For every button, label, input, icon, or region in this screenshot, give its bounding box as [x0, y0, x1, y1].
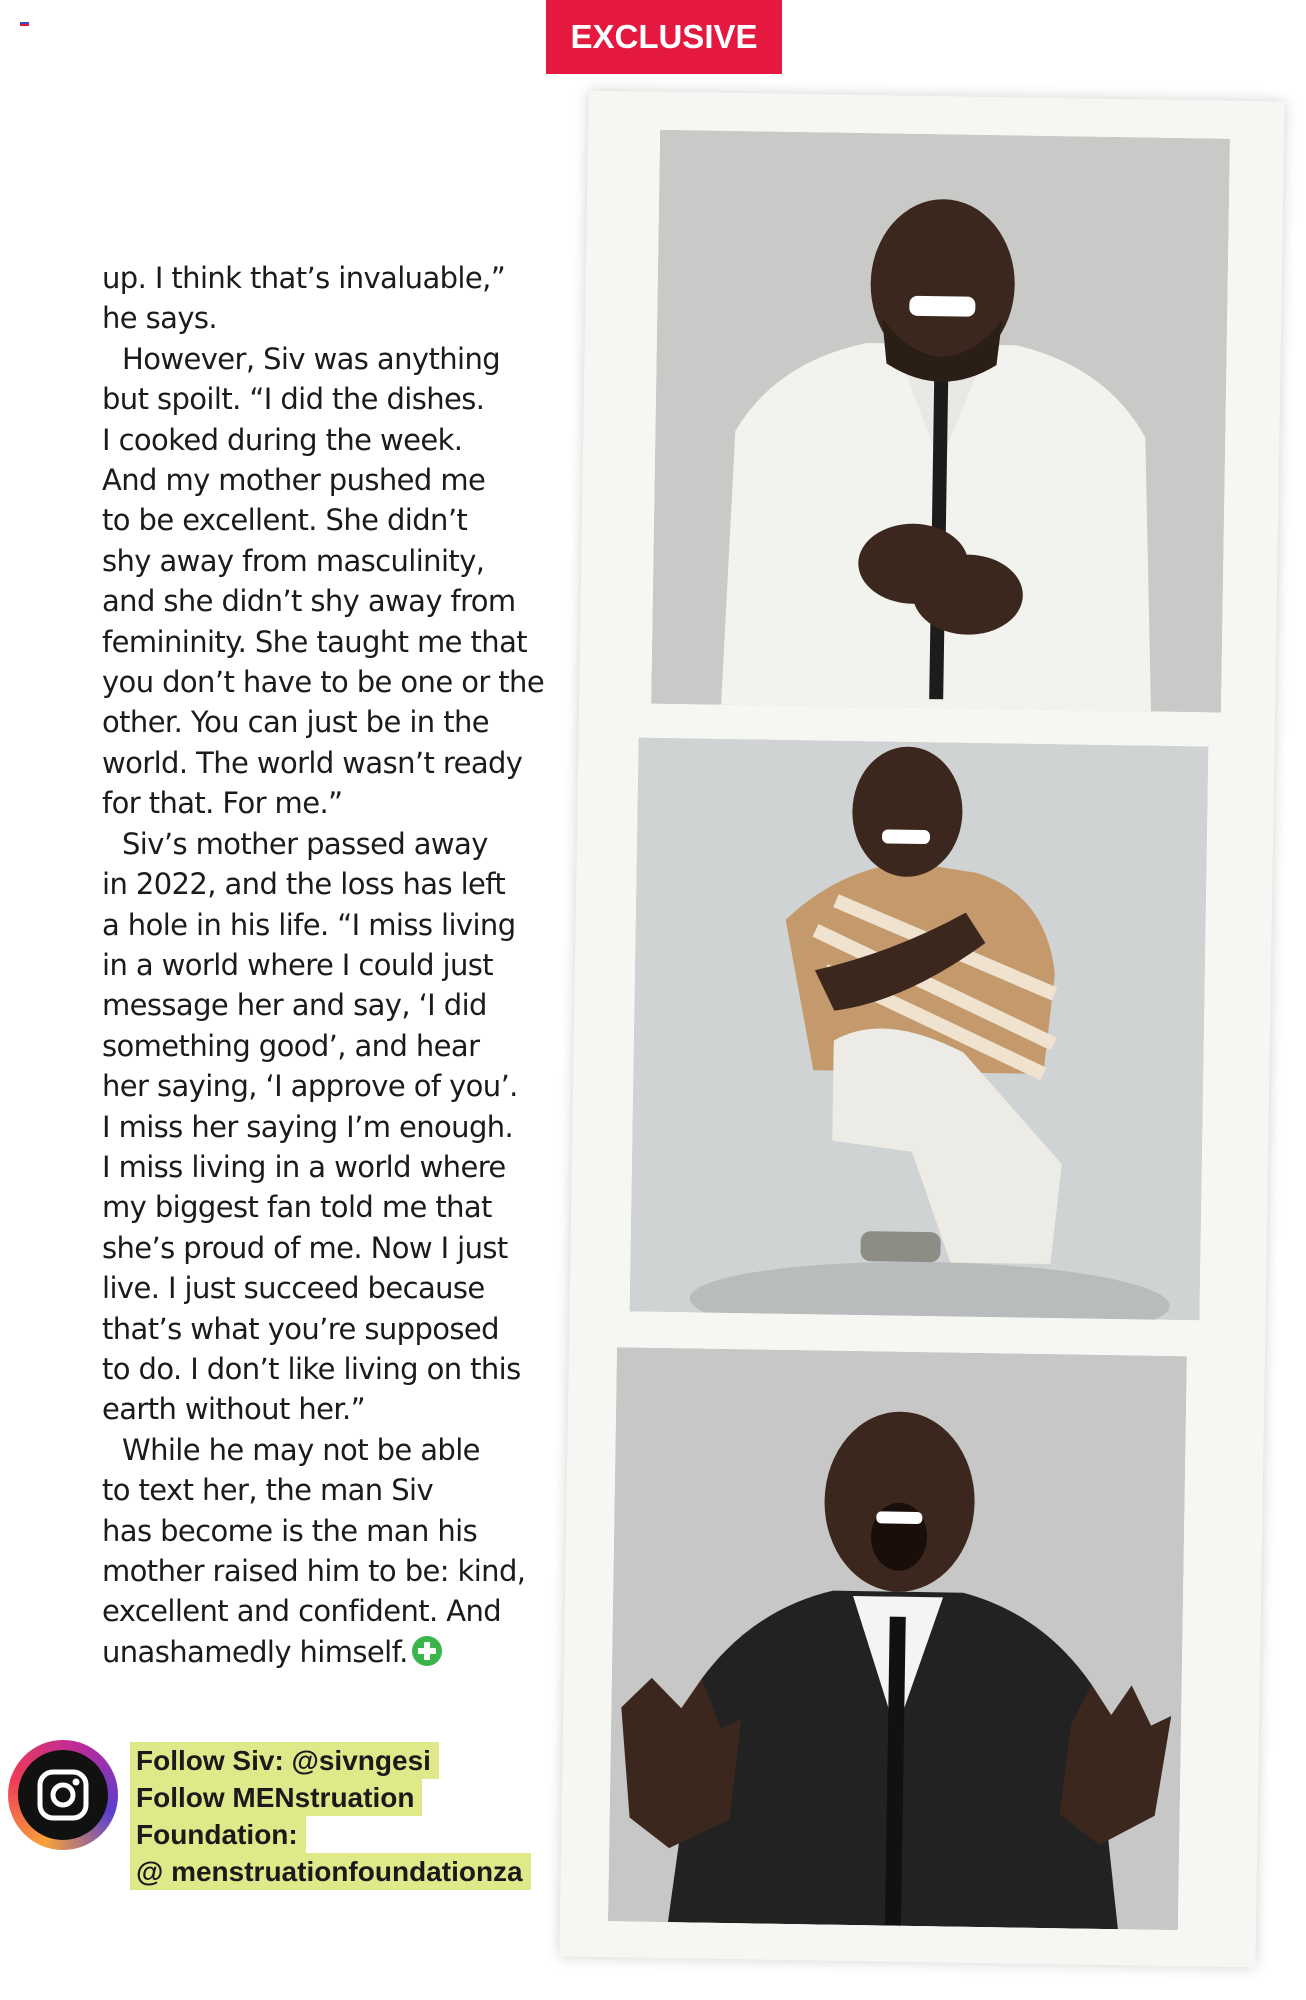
- article-line: femininity. She taught me that: [102, 624, 528, 659]
- article-line: to do. I don’t like living on this: [102, 1351, 521, 1386]
- article-line: message her and say, ‘I did: [102, 988, 487, 1023]
- article-line: to be excellent. She didn’t: [102, 503, 468, 538]
- article-last-line: [102, 1632, 542, 1672]
- article-line: you don’t have to be one or the: [102, 665, 545, 700]
- photo-black-suit: [608, 1347, 1187, 1930]
- photo-striped-shirt: [630, 738, 1209, 1321]
- follow-foundation-label: Foundation:: [130, 1816, 306, 1853]
- article-body: [102, 258, 545, 1672]
- article-line: my biggest fan told me that: [102, 1190, 492, 1225]
- exclusive-badge: EXCLUSIVE: [546, 0, 782, 74]
- follow-foundation-handle[interactable]: @ menstruationfoundationza: [130, 1853, 531, 1890]
- article-line: something good’, and hear: [102, 1028, 480, 1063]
- article-line: but spoilt. “I did the dishes.: [102, 382, 485, 417]
- article-line: in a world where I could just: [102, 947, 494, 982]
- article-line: world. The world wasn’t ready: [102, 745, 523, 780]
- article-line: excellent and confident. And: [102, 1594, 502, 1629]
- article-line: While he may not be able: [122, 1432, 480, 1467]
- follow-siv-handle[interactable]: Follow Siv: @sivngesi: [130, 1742, 439, 1779]
- article-line: that’s what you’re supposed: [102, 1311, 499, 1346]
- article-line: live. I just succeed because: [102, 1271, 485, 1306]
- article-line: unashamedly himself.: [102, 1634, 408, 1669]
- article-line: shy away from masculinity,: [102, 543, 485, 578]
- article-line: he says.: [102, 301, 218, 336]
- page-corner-mark: [20, 22, 29, 28]
- article-line: mother raised him to be: kind,: [102, 1554, 526, 1588]
- article-line: I miss her saying I’m enough.: [102, 1109, 514, 1144]
- article-line: has become is the man his: [102, 1513, 478, 1548]
- article-line: in 2022, and the loss has left: [102, 867, 506, 902]
- article-line: I miss living in a world where: [102, 1149, 506, 1184]
- photo-white-suit: [651, 130, 1230, 713]
- instagram-icon[interactable]: [8, 1740, 118, 1850]
- article-line: I cooked during the week.: [102, 422, 463, 457]
- article-line: a hole in his life. “I miss living: [102, 907, 516, 942]
- photo-strip: [559, 91, 1284, 1968]
- follow-box: [130, 1742, 550, 1890]
- article-line: for that. For me.”: [102, 786, 343, 821]
- article-line: and she didn’t shy away from: [102, 584, 516, 619]
- article-line: However, Siv was anything: [122, 341, 501, 376]
- article-line: she’s proud of me. Now I just: [102, 1230, 508, 1265]
- article-line: up. I think that’s invaluable,”: [102, 261, 506, 295]
- article-line: earth without her.”: [102, 1392, 366, 1427]
- follow-foundation-line: Follow MENstruation: [130, 1779, 422, 1816]
- article-line: to text her, the man Siv: [102, 1473, 434, 1508]
- article-line: And my mother pushed me: [102, 463, 486, 498]
- plus-circle-icon: [412, 1636, 442, 1666]
- article-line: her saying, ‘I approve of you’.: [102, 1069, 518, 1104]
- article-line: other. You can just be in the: [102, 705, 490, 740]
- article-line: Siv’s mother passed away: [122, 826, 488, 861]
